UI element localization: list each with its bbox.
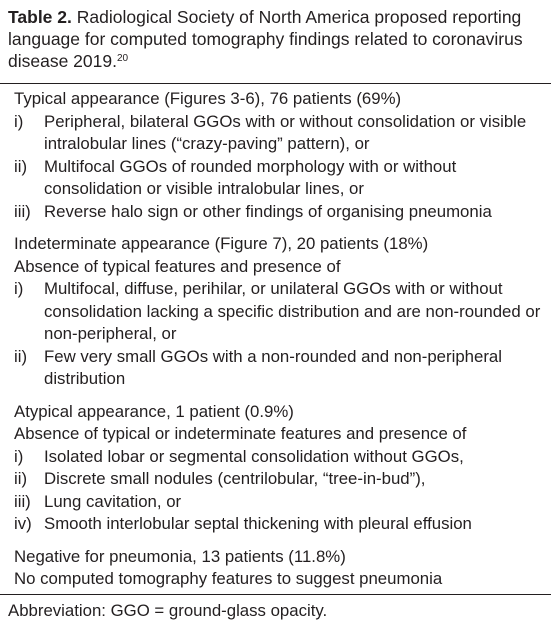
item-text: Multifocal, diffuse, perihilar, or unilateral GGOs with or without consolidation lacking a specific distribution and are non-rounded or non-peripheral, or (44, 279, 541, 343)
item-number: ii) (14, 156, 28, 176)
list-item (14, 111, 546, 156)
section-subheading: Absence of typical features and presence of (14, 256, 341, 276)
caption-reference: 20 (116, 53, 129, 64)
table-caption (8, 6, 548, 72)
item-text: Peripheral, bilateral GGOs with or without consolidation or visible intralobular lines (“crazy-paving” pattern), or (44, 111, 527, 153)
section-typical (14, 88, 546, 223)
item-number: ii) (14, 346, 28, 366)
section-negative (14, 546, 546, 591)
section-heading: Atypical appearance, 1 patient (0.9%) (14, 401, 294, 421)
list-item (14, 346, 546, 391)
list-item (14, 156, 546, 201)
item-number: i) (14, 446, 24, 466)
table-bottom-rule (0, 594, 551, 595)
item-number: i) (14, 279, 24, 298)
section-subheading: Absence of typical or indeterminate features and presence of (14, 424, 467, 443)
list-item (14, 278, 546, 346)
section-heading: Negative for pneumonia, 13 patients (11.8%) (14, 546, 346, 566)
item-text: Lung cavitation, or (44, 491, 182, 511)
section-indeterminate (14, 233, 546, 391)
caption-text: Radiological Society of North America proposed reporting language for computed tomography findings related to coronavirus disease 2019. (8, 7, 523, 71)
section-atypical (14, 401, 546, 536)
item-text: Few very small GGOs with a non-rounded and non-peripheral distribution (44, 346, 502, 388)
section-subheading: No computed tomography features to suggest pneumonia (14, 569, 443, 588)
item-text: Smooth interlobular septal thickening with pleural effusion (44, 514, 472, 533)
item-number: i) (14, 111, 24, 131)
item-number: iv) (14, 514, 32, 533)
list-item (14, 201, 546, 224)
item-number: iii) (14, 201, 31, 221)
list-item (14, 446, 546, 469)
item-text: Isolated lobar or segmental consolidation without GGOs, (44, 446, 464, 466)
list-item (14, 468, 546, 491)
table-top-rule (0, 83, 551, 84)
table-label: Table 2. (8, 7, 72, 27)
item-text: Reverse halo sign or other findings of organising pneumonia (44, 201, 492, 221)
list-item (14, 513, 546, 536)
section-heading: Indeterminate appearance (Figure 7), 20 patients (18%) (14, 234, 429, 253)
item-text: Discrete small nodules (centrilobular, “tree-in-bud”), (44, 469, 426, 488)
item-number: ii) (14, 469, 28, 488)
table-body (14, 88, 546, 591)
item-number: iii) (14, 491, 31, 511)
item-text: Multifocal GGOs of rounded morphology with or without consolidation or visible intralobular lines, or (44, 156, 457, 198)
table-footnote: Abbreviation: GGO = ground-glass opacity. (8, 601, 328, 620)
section-heading: Typical appearance (Figures 3-6), 76 patients (69%) (14, 89, 402, 108)
list-item (14, 491, 546, 514)
